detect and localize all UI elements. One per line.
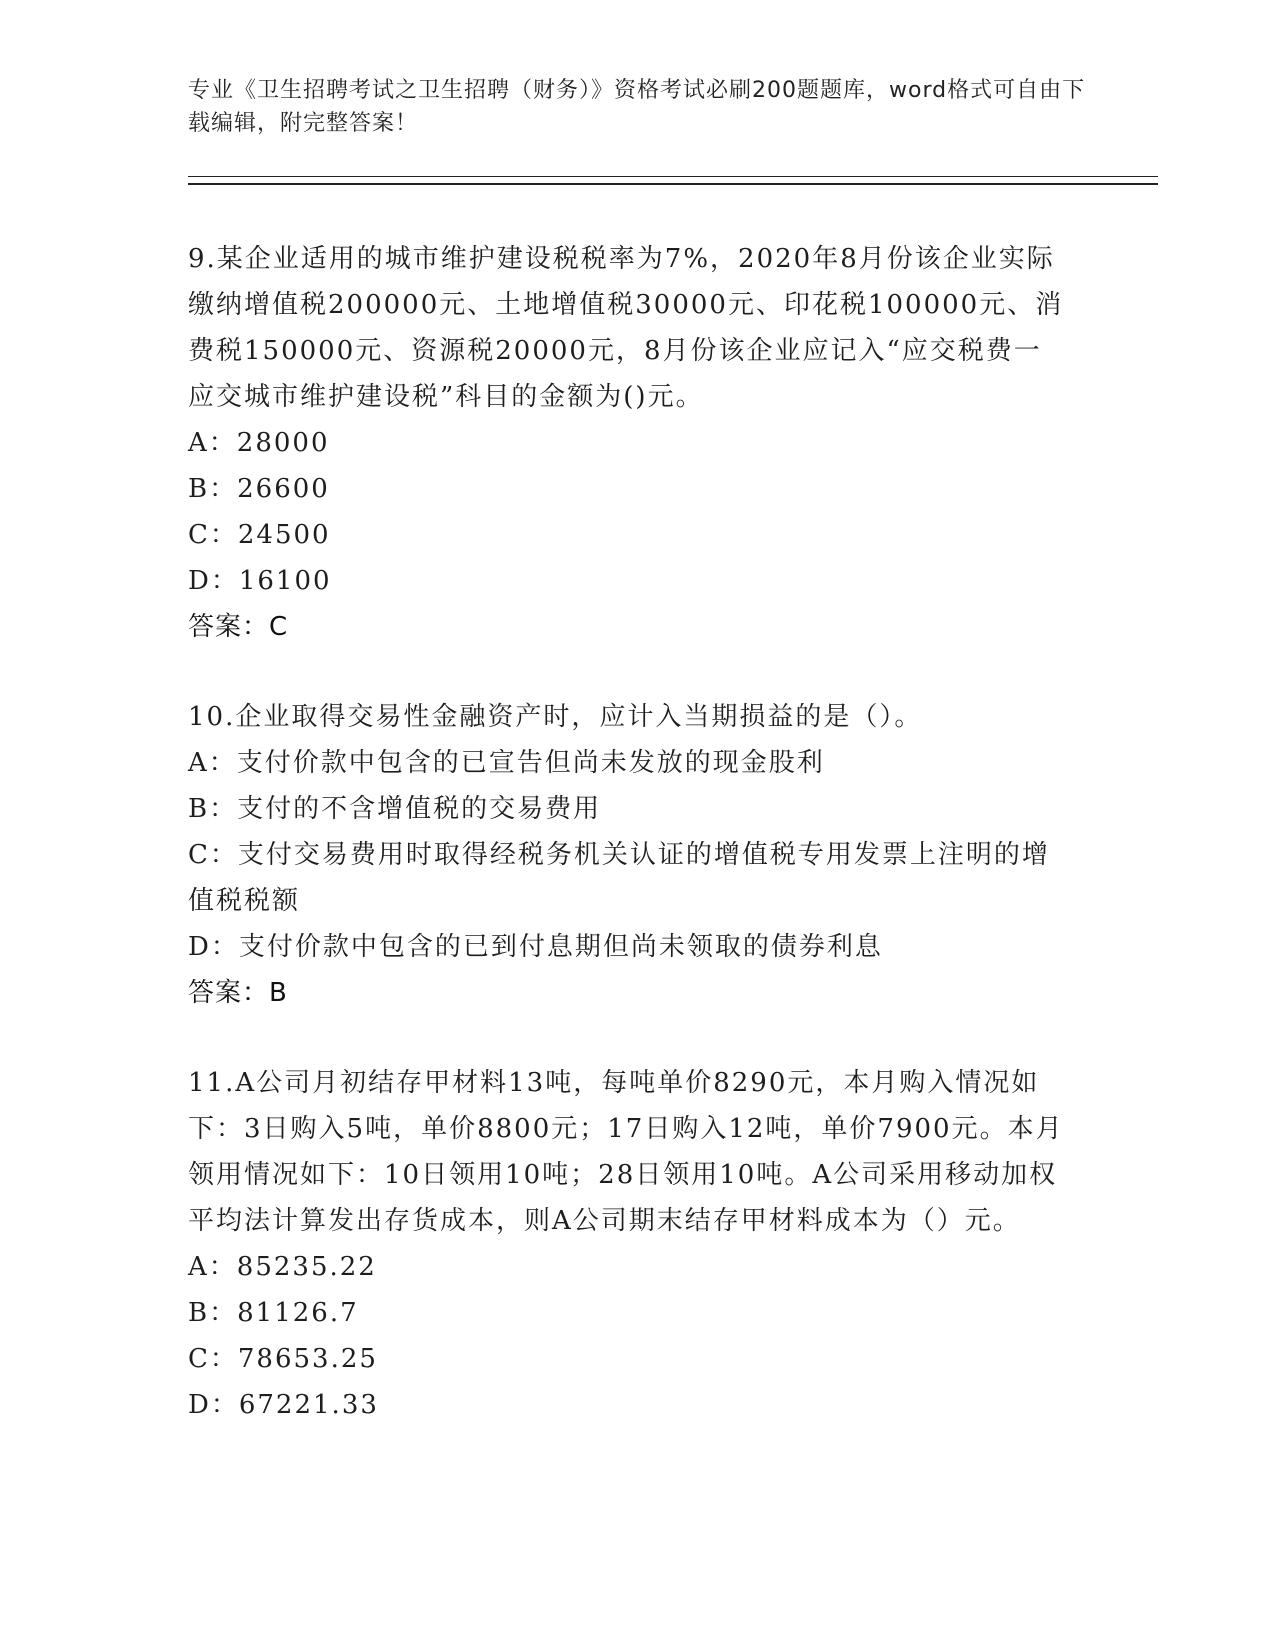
question-list [188,236,1068,1472]
question-10 [188,694,1068,1016]
question-stem: 11.A公司月初结存甲材料13吨，每吨单价8290元，本月购入情况如下：3日购入5吨，单价8800元；17日购入12吨，单价7900元。本月领用情况如下：10日领用10吨；28日领用10吨。A公司采用移动加权平均法计算发出存货成本，则A公司期末结存甲材料成本为（）元。 [188,1068,1064,1236]
question-11 [188,1060,1068,1428]
header-divider-thin [188,176,1158,177]
option-b: B：81126.7 [188,1298,359,1328]
header-divider-thick [188,183,1158,185]
option-a: A：85235.22 [188,1252,377,1282]
option-c: C：24500 [188,520,331,550]
answer-line: 答案：C [188,612,289,642]
option-d: D：支付价款中包含的已到付息期但尚未领取的债券利息 [188,932,883,962]
question-stem: 10.企业取得交易性金融资产时，应计入当期损益的是（）。 [188,702,923,732]
option-a: A：28000 [188,428,330,458]
question-stem: 9.某企业适用的城市维护建设税税率为7%，2020年8月份该企业实际缴纳增值税200000元、土地增值税30000元、印花税100000元、消费税150000元、资源税20000元，8月份该企业应记入“应交税费一应交城市维护建设税”科目的金额为()元。 [188,244,1064,412]
option-c: C：78653.25 [188,1344,378,1374]
option-a: A：支付价款中包含的已宣告但尚未发放的现金股利 [188,748,825,778]
option-b: B：支付的不含增值税的交易费用 [188,794,602,824]
document-header: 专业《卫生招聘考试之卫生招聘（财务）》资格考试必刷200题题库，word格式可自由下载编辑，附完整答案！ [188,78,1086,136]
option-c: C：支付交易费用时取得经税务机关认证的增值税专用发票上注明的增值税税额 [188,840,1050,916]
question-9 [188,236,1068,650]
answer-line: 答案：B [188,978,288,1008]
option-d: D：67221.33 [188,1390,379,1420]
option-d: D：16100 [188,566,332,596]
option-b: B：26600 [188,474,330,504]
